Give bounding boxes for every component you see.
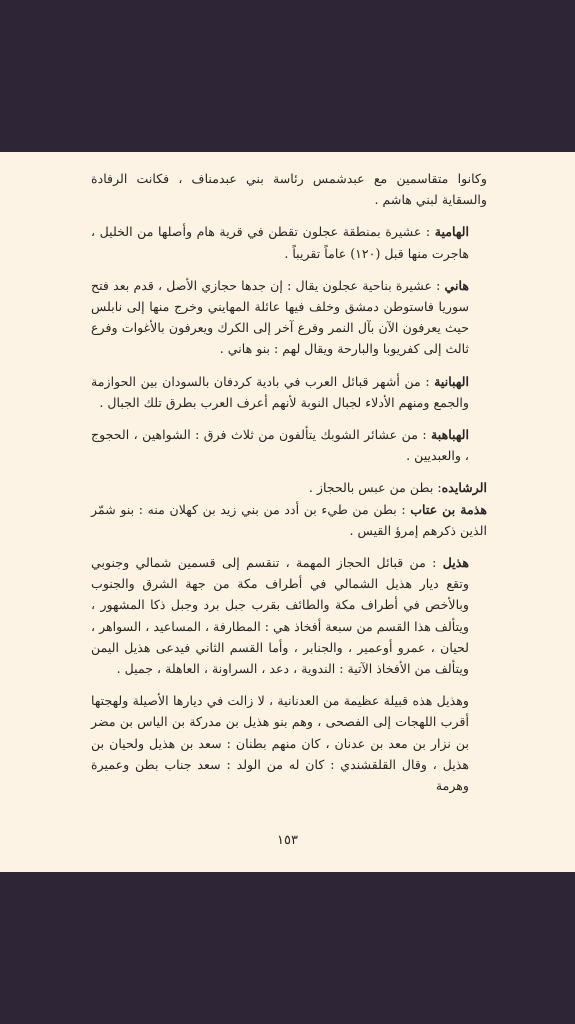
entry-alhamiya [91,221,487,263]
paragraph-text: وهذيل هذه قبيلة عظيمة من العدنانية ، لا زالت في ديارها الأصيلة ولهجتها أقرب اللهجات إلى الفصحى ، وهم بنو هذيل بن مدركة بن الياس بن مضر بن نزار بن معد بن عدنان ، كان منهم بطنان : سعد بن هذيل ولحيان بن هذيل ، وقال القلقشندي : كان له من الولد : سعد جناب بطن وعميرة وهرمة [91,693,469,794]
entry-text: : بطن من عبس بالحجاز . [308,480,442,496]
entry-term: هذمة بن عتاب [410,501,487,517]
entry-alrashayida [91,477,487,498]
paragraph-text: وكانوا متقاسمين مع عبدشمس رئاسة بني عبدمناف ، فكانت الرفادة والسقاية لبني هاشم . [91,171,487,208]
entry-hani [91,275,487,360]
entry-term: هذيل [442,555,469,571]
entry-text: : من أشهر قبائل العرب في بادية كردفان بالسودان بين الحوازمة والجمع ومنهم الأدلاء لجبال النوبة لأنهم أعرف العرب بطرق تلك الجبال . [91,373,469,410]
page-number: ١٥٣ [277,833,298,848]
entry-alhabbaniya [91,371,487,413]
paragraph-continuation [91,168,487,210]
entry-hadhma-bin-attab [91,499,487,541]
entry-term: هاني [444,277,469,293]
entry-text: : عشيرة بمنطقة عجلون تقطن في قرية هام وأصلها من الخليل ، هاجرت منها قبل (١٢٠) عاماً تقريباً . [91,224,469,261]
entry-text: : بطن من طيء بن أدد من بني زيد بن كهلان منه : بنو شمّر الذين ذكرهم إمرؤ القيس . [91,501,487,538]
book-page [0,152,575,872]
entry-term: الرشايده [441,480,487,496]
entry-hudhayl [91,552,487,679]
entry-term: الهباهبة [431,427,469,443]
entry-alhabahiba [91,424,487,466]
entry-text: : من عشائر الشوبك يتألفون من ثلاث فرق : الشواهين ، الحجوج ، والعبديين . [91,427,469,464]
entry-term: الهامية [434,224,469,240]
entry-term: الهبانية [434,373,469,389]
page-text [91,168,487,868]
paragraph-hudhayl-lineage [91,690,487,796]
entry-text: : من قبائل الحجاز المهمة ، تنقسم إلى قسمين شمالي وجنوبي وتقع ديار هذيل الشمالي في أطراف مكة من جهة الشرق والجنوب وبالأخص في أطراف مكة والطائف بقرب جبل برد وجبل ذكا المشهور ، ويتألف هذا القسم من سبعة أفخاذ هي : المطارفة ، المساعيد ، السواهر ، لحيان ، عمرو أوعمير ، والجنابر ، وأما القسم الثاني فيدعى هذيل اليمن ويتألف من الأفخاذ الآتية : الندوية ، دعد ، السراونة ، العاهلة ، جميل . [91,555,469,677]
entry-text: : عشيرة بناحية عجلون يقال : إن جدها حجازي الأصل ، قدم بعد فتح سوريا فاستوطن دمشق وخلف فيها عائلة المهايني وخرج منها إلى نابلس حيث يعرفون الآن بآل النمر وفرع آخر إلى الكرك ويعرفون بالأغوات وفرع ثالث إلى كفريوبا والبارحة ويقال لهم : بنو هاني . [91,277,469,357]
